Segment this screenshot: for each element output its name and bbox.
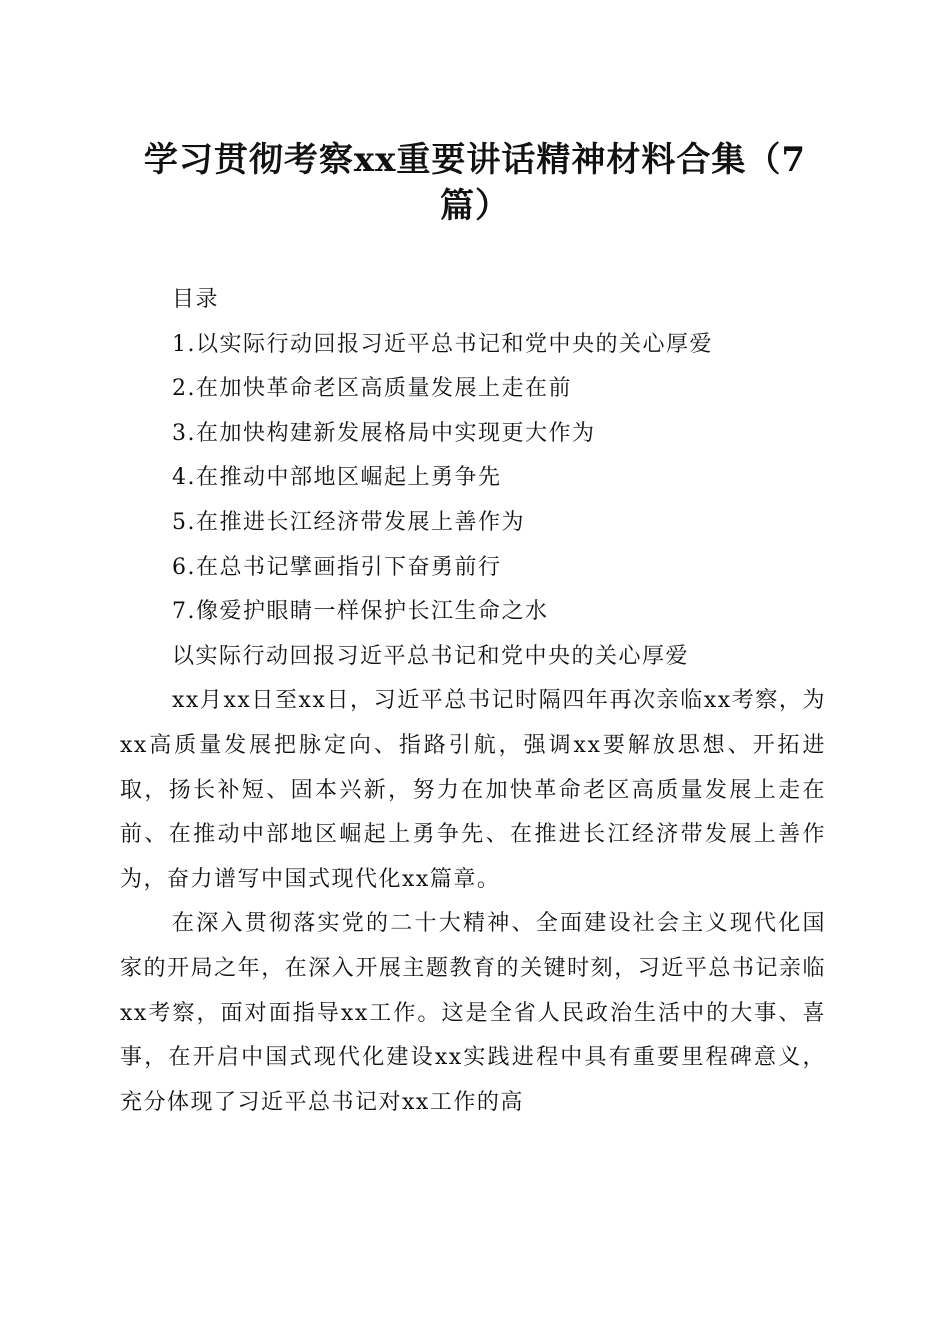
toc-item: 4.在推动中部地区崛起上勇争先 <box>172 465 502 491</box>
toc-item: 3.在加快构建新发展格局中实现更大作为 <box>172 420 596 446</box>
toc-item: 6.在总书记擘画指引下奋勇前行 <box>172 554 502 580</box>
toc-item: 7.像爱护眼睛一样保护长江生命之水 <box>172 599 549 625</box>
section-heading: 以实际行动回报习近平总书记和党中央的关心厚爱 <box>172 643 690 669</box>
toc-item: 2.在加快革命老区高质量发展上走在前 <box>172 376 572 402</box>
body-paragraph: 在深入贯彻落实党的二十大精神、全面建设社会主义现代化国家的开局之年，在深入开展主题教育的关键时刻，习近平总书记亲临xx考察，面对面指导xx工作。这是全省人民政治生活中的大事、喜事，在开启中国式现代化建设xx实践进程中具有重要里程碑意义，充分体现了习近平总书记对xx工作的高 <box>120 911 826 1115</box>
toc-heading: 目录 <box>172 287 220 312</box>
document-body <box>120 278 826 1125</box>
toc-item: 1.以实际行动回报习近平总书记和党中央的关心厚爱 <box>172 331 713 357</box>
toc-item: 5.在推进长江经济带发展上善作为 <box>172 509 525 535</box>
document-title: 学习贯彻考察xx重要讲话精神材料合集（7篇） <box>143 140 807 226</box>
body-paragraph: xx月xx日至xx日，习近平总书记时隔四年再次亲临xx考察，为xx高质量发展把脉定向、指路引航，强调xx要解放思想、开拓进取，扬长补短、固本兴新，努力在加快革命老区高质量发展上走在前、在推动中部地区崛起上勇争先、在推进长江经济带发展上善作为，奋力谱写中国式现代化xx篇章。 <box>120 688 826 892</box>
